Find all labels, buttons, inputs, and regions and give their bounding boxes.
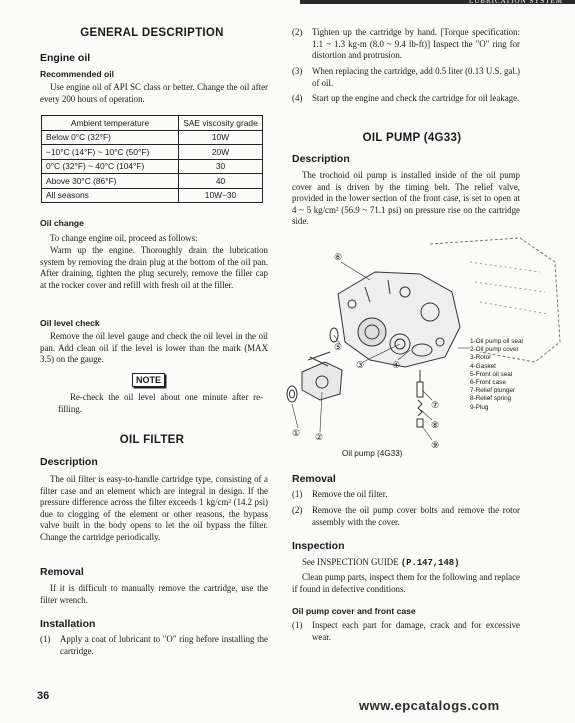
table-row <box>42 130 263 145</box>
pump-cover-heading: Oil pump cover and front case <box>292 606 416 616</box>
step-number: (2) <box>292 505 303 515</box>
table-cell: −10°C (14°F) ~ 10°C (50°F) <box>42 145 179 160</box>
installation-step-2 <box>292 27 520 62</box>
running-header-bar <box>300 0 575 4</box>
step-text: When replacing the cartridge, add 0.5 liter (0.13 U.S. gal.) of oil. <box>312 66 520 88</box>
oil-filter-description-text: The oil filter is easy-to-handle cartridge type, consisting of a filter case and an element which are integral in design. If the pressure difference across the filter exceeds 1 kg/cm² (14.2 psi) due to clogging of the element or other reasons, the bypass valve built in the body opens to let the oil bypass the filter. Change the cartridge periodically. <box>40 474 268 542</box>
table-cell: All seasons <box>42 188 179 203</box>
table-row <box>42 159 263 174</box>
recommended-oil-heading: Recommended oil <box>40 69 115 79</box>
inspection-text: Clean pump parts, inspect them for the following and replace if found in defective conditions. <box>292 572 520 594</box>
column-header-viscosity: SAE viscosity grade <box>179 116 263 131</box>
legend-item: 8-Relief spring <box>470 395 512 403</box>
callout-4: ④ <box>392 360 401 370</box>
parts-legend <box>470 338 530 412</box>
engine-oil-heading: Engine oil <box>40 52 91 64</box>
removal-step-2 <box>292 505 520 528</box>
oil-level-check-heading: Oil level check <box>40 318 100 328</box>
step-number: (1) <box>292 489 303 499</box>
table-cell: 30 <box>179 159 263 174</box>
oil-change-heading: Oil change <box>40 218 84 228</box>
installation-step-3 <box>292 66 520 89</box>
table-header-row <box>42 116 263 131</box>
table-cell: 10W−30 <box>179 188 263 203</box>
table-cell: Above 30°C (86°F) <box>42 174 179 189</box>
page-number: 36 <box>37 690 50 702</box>
table-cell: 10W <box>179 130 263 145</box>
general-description-heading: GENERAL DESCRIPTION <box>80 27 224 39</box>
oil-filter-removal-heading: Removal <box>40 566 84 578</box>
installation-step-4 <box>292 93 520 105</box>
recommended-oil-text: Use engine oil of API SC class or better. Change the oil after every 200 hours of operation. <box>40 82 268 104</box>
callout-1: ① <box>292 428 301 438</box>
callout-7: ⑦ <box>431 400 440 410</box>
oil-change-intro: To change engine oil, proceed as follows: <box>50 233 198 243</box>
legend-item: 2-Oil pump cover <box>470 346 519 354</box>
callout-3: ③ <box>356 360 365 370</box>
inspection-reference <box>302 557 522 570</box>
step-text: Apply a coat of lubricant to "O" ring before installing the cartridge. <box>60 634 268 656</box>
callout-8: ⑧ <box>431 420 440 430</box>
legend-item: 6-Front case <box>470 379 506 387</box>
oil-pump-description-text: The trochoid oil pump is installed inside of the oil pump cover and is driven by the timing belt. The relief valve, provided in the lower section of the front case, is set to open at 4 ~ 5 kg/cm² (56.9 ~ 71.1 psi) on pressure rise on the cartridge side. <box>292 170 520 227</box>
inspection-reference-text: See INSPECTION GUIDE <box>302 557 399 567</box>
table-cell: 0°C (32°F) ~ 40°C (104°F) <box>42 159 179 174</box>
step-text: Tighten up the cartridge by hand. [Torque specification: 1.1 ~ 1.3 kg-m (8.0 ~ 9.4 lb-ft)] Inspect the "O" ring for distortion and protrusion. <box>312 27 520 61</box>
oil-level-check-text: Remove the oil level gauge and check the oil level in the oil pan. Add clean oil if the level is lower than the mark (MAX 3.5) on the gauge. <box>40 331 268 365</box>
legend-item: 5-Front oil seal <box>470 370 513 378</box>
oil-filter-description-heading: Description <box>40 456 98 468</box>
oil-filter-heading: OIL FILTER <box>119 434 185 446</box>
inspection-heading: Inspection <box>292 540 345 552</box>
table-cell: 40 <box>179 174 263 189</box>
installation-step-1 <box>40 634 268 657</box>
legend-item: 1-Oil pump oil seal <box>470 338 523 345</box>
website-watermark: www.epcatalogs.com <box>359 698 500 713</box>
table-row <box>42 188 263 203</box>
oil-filter-removal-text: If it is difficult to manually remove the cartridge, use the filter wrench. <box>40 583 268 605</box>
oil-change-procedure: Warm up the engine. Thoroughly drain the lubrication system by removing the drain plug at the bottom of the oil pan. After draining, tighten the plug securely, remove the filler cap at the rocker cover and refill with fresh oil at the filler. <box>40 245 268 290</box>
step-number: (1) <box>292 620 303 630</box>
oil-pump-description-heading: Description <box>292 153 350 165</box>
removal-step-1 <box>292 489 520 501</box>
step-number: (1) <box>40 634 51 644</box>
pump-cover-step-1 <box>292 620 520 643</box>
note-label: NOTE <box>132 373 165 387</box>
oil-pump-removal-heading: Removal <box>292 473 336 485</box>
step-text: Inspect each part for damage, crack and for excessive wear. <box>312 620 520 642</box>
installation-heading: Installation <box>40 618 96 630</box>
callout-9: ⑨ <box>431 440 440 450</box>
inspection-reference-pages: (P.147,148) <box>400 558 460 568</box>
note-text: Re-check the oil level about one minute after re-filling. <box>58 392 263 414</box>
step-text: Remove the oil pump cover bolts and remove the rotor assembly with the cover. <box>312 505 520 527</box>
step-number: (3) <box>292 66 303 76</box>
oil-pump-heading: OIL PUMP (4G33) <box>362 132 462 144</box>
step-number: (2) <box>292 27 303 37</box>
callout-2: ② <box>315 432 324 442</box>
legend-item: 9-Plug <box>470 403 489 411</box>
legend-item: 4-Gasket <box>470 362 496 370</box>
column-header-ambient: Ambient temperature <box>42 116 179 131</box>
callout-5: ⑤ <box>334 342 343 352</box>
running-header-title: LUBRICATION SYSTEM <box>468 0 563 5</box>
viscosity-table <box>41 115 263 203</box>
callout-6: ⑥ <box>334 252 343 262</box>
table-cell: Below 0°C (32°F) <box>42 130 179 145</box>
table-cell: 20W <box>179 145 263 160</box>
step-text: Remove the oil filter. <box>312 489 388 499</box>
legend-item: 7-Relief plunger <box>470 387 516 395</box>
note-badge <box>132 370 165 388</box>
table-row <box>42 174 263 189</box>
figure-caption: Oil pump (4G33) <box>342 449 403 458</box>
table-row <box>42 145 263 160</box>
step-number: (4) <box>292 93 303 103</box>
step-text: Start up the engine and check the cartridge for oil leakage. <box>312 93 520 103</box>
legend-item: 3-Rotor <box>470 354 492 362</box>
